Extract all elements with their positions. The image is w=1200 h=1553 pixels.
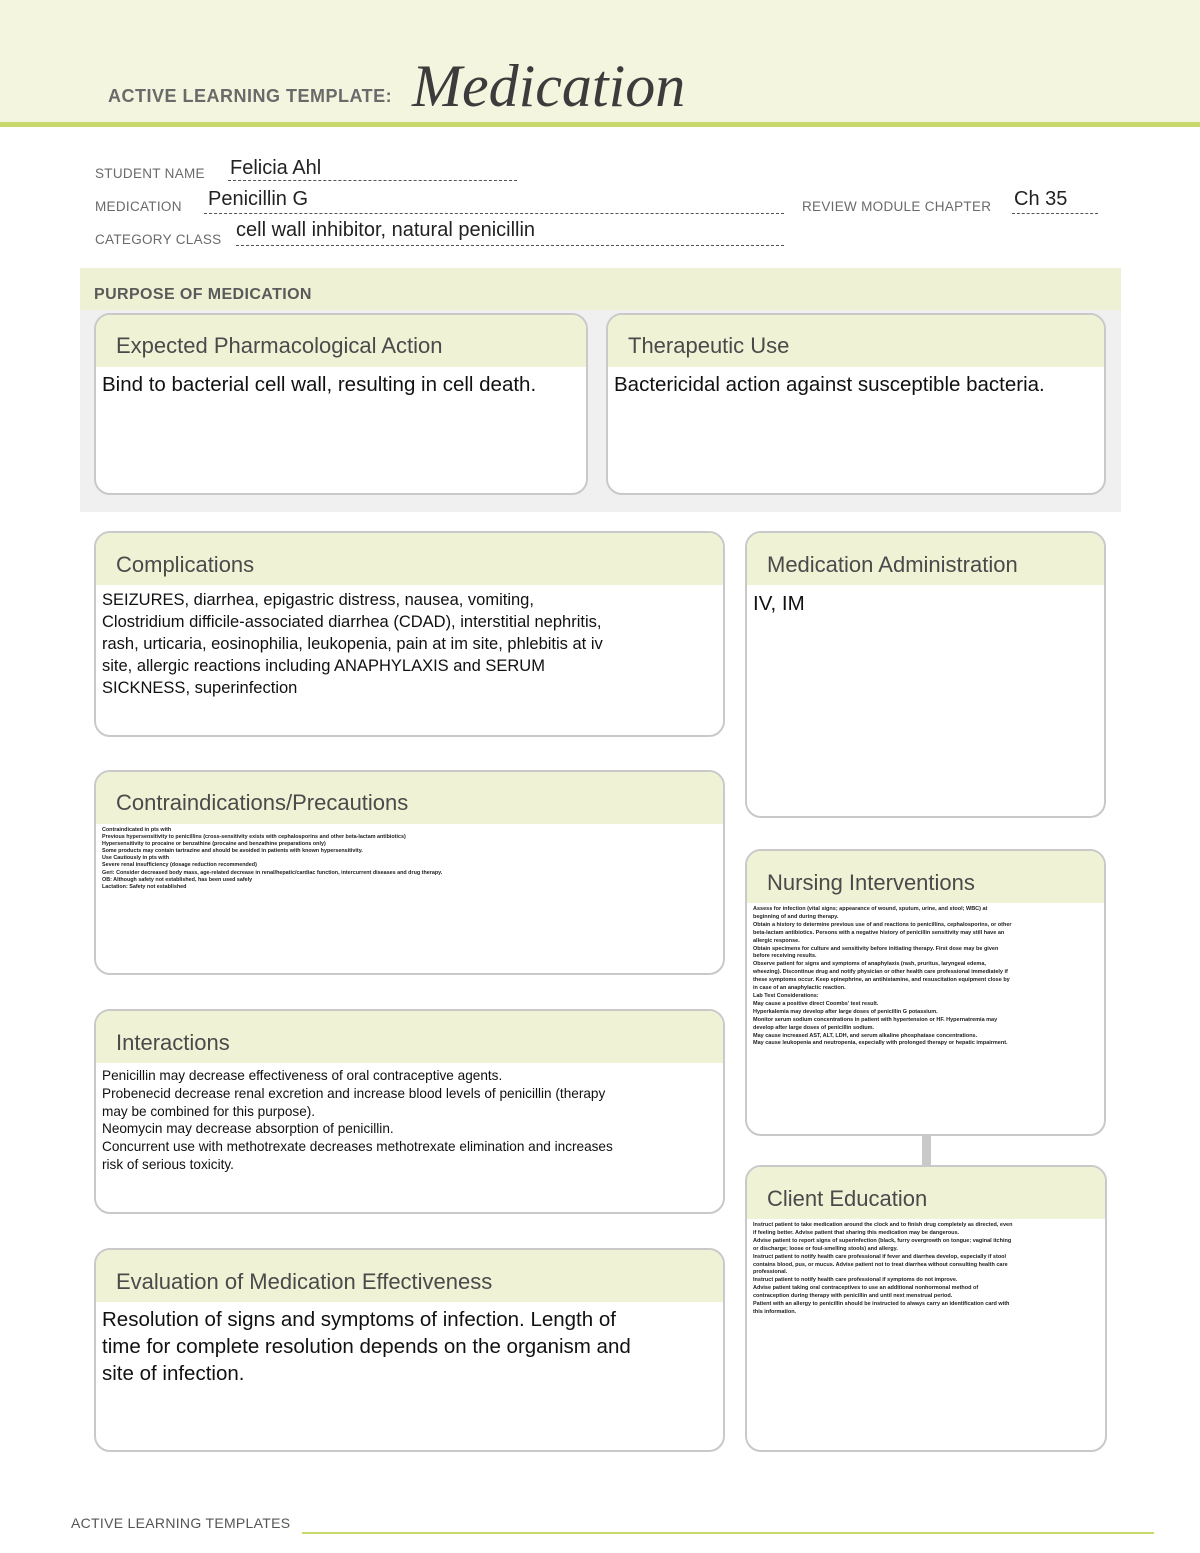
card-title: Expected Pharmacological Action: [116, 333, 443, 358]
review-module-value[interactable]: Ch 35: [1014, 188, 1068, 210]
review-module-label: REVIEW MODULE CHAPTER: [802, 199, 992, 214]
text-line: Previous hypersensitivity to penicillins (cross-sensitivity exists with cephalosporins and other beta-lactam antibiotics): [102, 834, 406, 841]
card-title: Complications: [116, 552, 255, 577]
text-line: develop after large doses of penicillin sodium.: [753, 1024, 875, 1031]
text-line: Hypersensitivity to procaine or benzathine (procaine and benzathine preparations only): [102, 841, 326, 848]
therapeutic-use-text[interactable]: Bactericidal action against susceptible bacteria.: [614, 373, 1045, 396]
text-line: Neomycin may decrease absorption of penicillin.: [102, 1121, 394, 1137]
complications-card: [94, 531, 725, 737]
footer-label: ACTIVE LEARNING TEMPLATES: [71, 1515, 291, 1531]
text-line: Instruct patient to notify health care professional if symptoms do not improve.: [753, 1277, 958, 1284]
text-line: Geri: Consider decreased body mass, age-related decrease in renal/hepatic/cardiac function, intercurrent diseases and drug therapy.: [102, 869, 443, 876]
category-label: CATEGORY CLASS: [95, 232, 222, 247]
text-line: before receiving results.: [753, 953, 817, 960]
complications-text[interactable]: [102, 589, 715, 699]
client-education-card: [745, 1165, 1107, 1452]
text-line: Concurrent use with methotrexate decreases methotrexate elimination and increases: [102, 1139, 613, 1155]
connector: [922, 1134, 931, 1167]
text-line: May cause leukopenia and neutropenia, especially with prolonged therapy or hepatic impairment.: [753, 1040, 1008, 1047]
text-line: professional.: [753, 1269, 788, 1276]
text-line: Advise patient taking oral contraceptives to use an additional nonhormonal method of: [753, 1285, 979, 1292]
interactions-card: [94, 1009, 725, 1214]
evaluation-text[interactable]: [102, 1306, 715, 1387]
text-line: Hyperkalemia may develop after large doses of penicillin G potassium.: [753, 1008, 938, 1015]
client-education-text[interactable]: [753, 1222, 1097, 1317]
text-line: risk of serious toxicity.: [102, 1156, 234, 1172]
administration-card: [745, 531, 1106, 818]
interactions-text[interactable]: [102, 1067, 715, 1174]
text-line: beta-lactam antibiotics. Persons with a negative history of penicillin sensitivity may still have an: [753, 929, 1005, 936]
student-name-label: STUDENT NAME: [95, 166, 205, 181]
category-value[interactable]: cell wall inhibitor, natural penicillin: [236, 219, 536, 241]
text-line: contraception during therapy with penicillin and until next menstrual period.: [753, 1293, 953, 1300]
nursing-interventions-text[interactable]: [753, 906, 1096, 1048]
text-line: in case of an anaphylactic reaction.: [753, 985, 846, 992]
card-title: Medication Administration: [767, 552, 1018, 577]
text-line: Advise patient to report signs of superinfection (black, furry overgrowth on tongue; vaginal itching: [753, 1237, 1012, 1244]
text-line: May cause increased AST, ALT, LDH, and serum alkaline phosphatase concentrations.: [753, 1032, 978, 1039]
text-line: or discharge; loose or foul-smelling stools) and allergy.: [753, 1245, 898, 1252]
template-title: Medication: [412, 53, 686, 119]
text-line: Instruct patient to notify health care professional if fever and diarrhea develop, especially if stool: [753, 1253, 1007, 1260]
student-name-line: [228, 180, 517, 181]
therapeutic-use-card: [606, 313, 1106, 495]
text-line: Some products may contain tartrazine and should be avoided in patients with known hypersensitivity.: [102, 848, 363, 855]
administration-text[interactable]: IV, IM: [753, 592, 805, 615]
text-line: this information.: [753, 1308, 797, 1315]
student-name-value[interactable]: Felicia Ahl: [230, 157, 322, 179]
text-line: Penicillin may decrease effectiveness of oral contraceptive agents.: [102, 1068, 503, 1083]
text-line: Patient with an allergy to penicillin should be instructed to always carry an identification card with: [753, 1301, 1010, 1308]
text-line: Monitor serum sodium concentrations in patient with hypertension or HF. Hypernatremia may: [753, 1016, 998, 1023]
evaluation-card: [94, 1248, 725, 1452]
text-line: SICKNESS, superinfection: [102, 679, 298, 697]
template-label: ACTIVE LEARNING TEMPLATE:: [108, 86, 393, 106]
text-line: time for complete resolution depends on the organism and: [102, 1335, 631, 1358]
text-line: may be combined for this purpose).: [102, 1103, 316, 1119]
text-line: SEIZURES, diarrhea, epigastric distress, nausea, vomiting,: [102, 591, 534, 609]
text-line: beginning of and during therapy.: [753, 913, 839, 920]
medication-value[interactable]: Penicillin G: [208, 188, 309, 210]
text-line: Assess for infection (vital signs; appearance of wound, sputum, urine, and stool; WBC) at: [753, 906, 988, 912]
text-line: Instruct patient to take medication around the clock and to finish drug completely as directed, even: [753, 1222, 1013, 1228]
card-title: Interactions: [116, 1030, 230, 1055]
text-line: Obtain specimens for culture and sensitivity before initiating therapy. First dose may be given: [753, 945, 999, 952]
expected-action-card: [94, 313, 588, 495]
text-line: these symptoms occur. Keep epinephrine, an antihistamine, and resuscitation equipment close by: [753, 977, 1010, 984]
category-line: [236, 245, 784, 246]
text-line: May cause a positive direct Coombs' test result.: [753, 1000, 879, 1007]
text-line: Resolution of signs and symptoms of infection. Length of: [102, 1308, 616, 1331]
text-line: OB: Although safety not established, has been used safely: [102, 876, 253, 883]
text-line: Contraindicated in pts with: [102, 827, 172, 833]
text-line: Lab Test Considerations:: [753, 992, 819, 999]
medication-label: MEDICATION: [95, 199, 182, 214]
header-rule: [0, 122, 1200, 127]
text-line: wheezing). Discontinue drug and notify physician or other health care professional immediately if: [753, 969, 1008, 976]
nursing-interventions-card: [745, 849, 1106, 1136]
contraindications-card: [94, 770, 725, 975]
text-line: site, allergic reactions including ANAPHYLAXIS and SERUM: [102, 657, 545, 675]
card-title: Nursing Interventions: [767, 870, 975, 895]
text-line: allergic response.: [753, 937, 800, 944]
expected-action-text[interactable]: Bind to bacterial cell wall, resulting in cell death.: [102, 373, 537, 396]
text-line: contains blood, pus, or mucus. Advise patient not to treat diarrhea without consulting health care: [753, 1261, 1008, 1268]
contraindications-text[interactable]: [102, 827, 715, 891]
text-line: Obtain a history to determine previous use of and reactions to penicillins, cephalosporins, or other: [753, 921, 1012, 928]
text-line: Clostridium difficile-associated diarrhea (CDAD), interstitial nephritis,: [102, 613, 602, 631]
text-line: Severe renal insufficiency (dosage reduction recommended): [102, 862, 257, 869]
text-line: site of infection.: [102, 1362, 245, 1385]
purpose-title: PURPOSE OF MEDICATION: [94, 286, 312, 303]
footer-rule: [302, 1532, 1154, 1534]
text-line: Lactation: Safety not established: [102, 883, 187, 890]
card-title: Client Education: [767, 1186, 928, 1211]
text-line: Observe patient for signs and symptoms of anaphylaxis (rash, pruritus, laryngeal edema,: [753, 961, 986, 968]
card-title: Contraindications/Precautions: [116, 790, 409, 815]
text-line: Use Cautiously in pts with: [102, 855, 170, 862]
medication-line: [204, 213, 784, 214]
text-line: rash, urticaria, eosinophilia, leukopenia, pain at im site, phlebitis at iv: [102, 635, 603, 653]
card-title: Therapeutic Use: [628, 333, 790, 358]
text-line: if feeling better. Advise patient that sharing this medication may be dangerous.: [753, 1229, 960, 1236]
review-module-line: [1012, 213, 1098, 214]
card-title: Evaluation of Medication Effectiveness: [116, 1269, 493, 1294]
text-line: Probenecid decrease renal excretion and increase blood levels of penicillin (therapy: [102, 1085, 606, 1101]
